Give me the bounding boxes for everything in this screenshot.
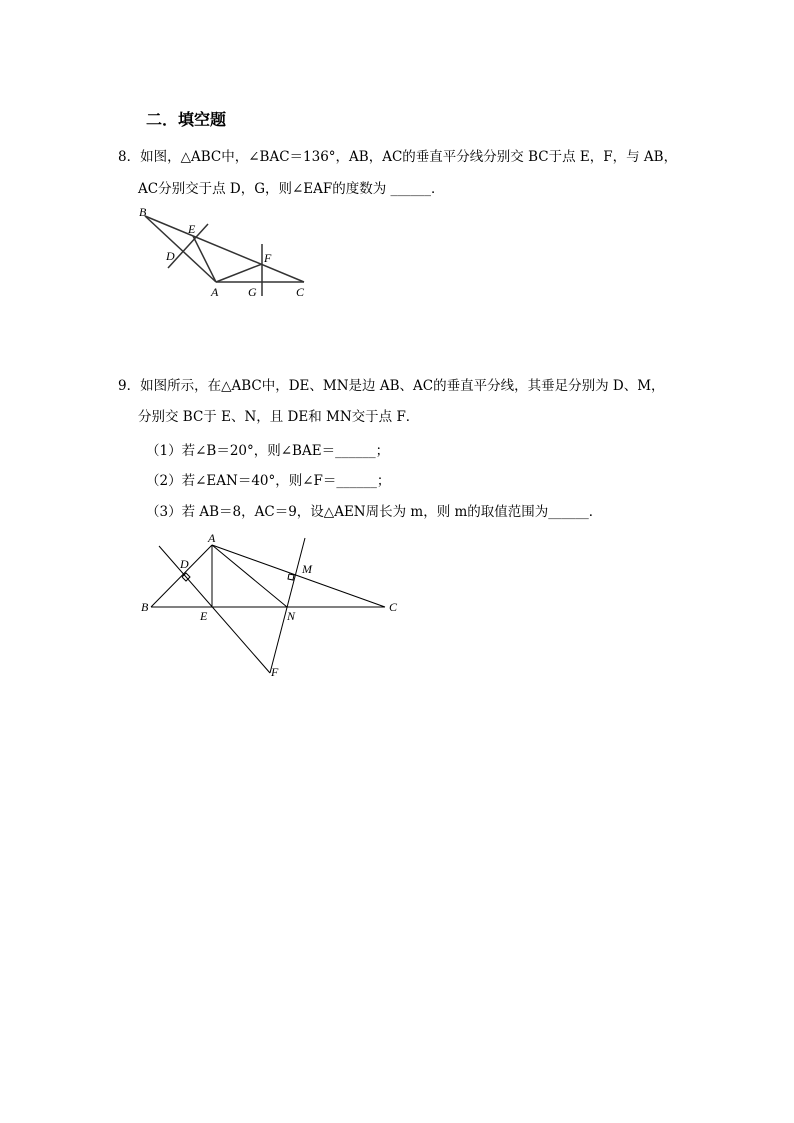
label-a: A <box>208 531 216 545</box>
segment-ac <box>212 545 385 607</box>
label-e: E <box>188 222 196 236</box>
q9-sub3: （3）若 AB＝8，AC＝9，设△AEN周长为 m，则 m的取值范围为______． <box>146 504 603 520</box>
q8-text-line1: 8．如图，△ABC中，∠BAC＝136°，AB，AC的垂直平分线分别交 BC于点 E，F，与 AB， <box>118 149 678 165</box>
label-n: N <box>287 609 296 623</box>
label-e: E <box>200 609 208 623</box>
label-f: F <box>264 251 272 265</box>
right-angle-m <box>288 574 294 580</box>
q9-sub1: （1）若∠B＝20°，则∠BAE＝______； <box>146 443 390 459</box>
q9-text-line1: 9．如图所示，在△ABC中，DE、MN是边 AB、AC的垂直平分线，其垂足分别为 D、M， <box>118 378 665 394</box>
q8-text-line2: AC分别交于点 D，G，则∠EAF的度数为 ______． <box>138 181 445 197</box>
label-d: D <box>166 249 175 263</box>
label-c: C <box>296 285 305 299</box>
segment-an <box>212 545 287 607</box>
label-a: A <box>211 285 219 299</box>
label-g: G <box>248 285 257 299</box>
label-d: D <box>180 557 189 571</box>
label-b: B <box>139 205 147 219</box>
label-c: C <box>389 600 398 614</box>
q9-sub2: （2）若∠EAN＝40°，则∠F＝______； <box>146 473 391 489</box>
line-de-f <box>159 546 270 673</box>
label-f: F <box>271 665 279 679</box>
q9-text-line2: 分别交 BC于 E、N，且 DE和 MN交于点 F． <box>138 409 420 425</box>
segment-ab <box>151 545 212 607</box>
label-m: M <box>302 562 312 576</box>
line-mn-f <box>270 538 305 673</box>
section-title: 二．填空题 <box>146 110 227 129</box>
label-b: B <box>141 600 149 614</box>
